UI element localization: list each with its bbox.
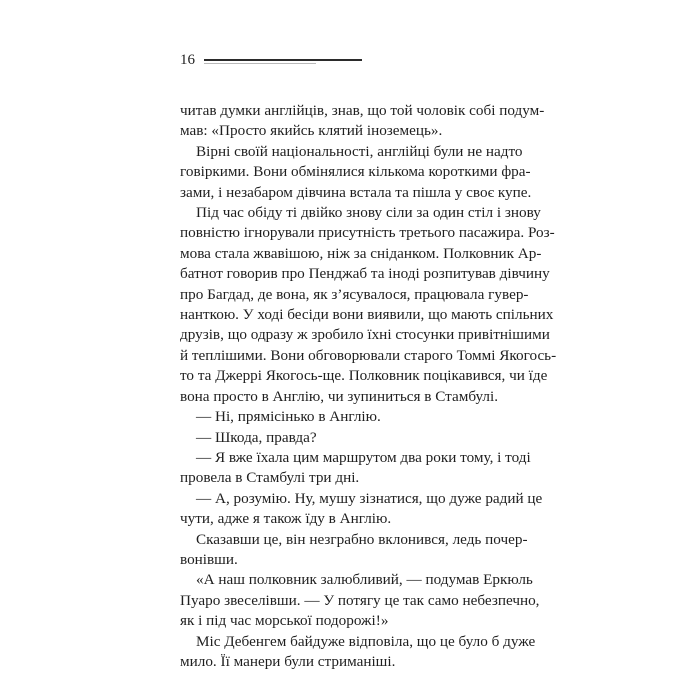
text-line: Вірні своїй національності, англійці були не надто — [196, 142, 523, 160]
text-line: батнот говорив про Пенджаб та іноді розпитував дівчину — [180, 265, 550, 283]
text-line: то та Джеррі Якогось-ще. Полковник поцікавився, чи їде — [180, 367, 548, 385]
text-line: — Ні, прямісінько в Англію. — [196, 408, 381, 426]
text-line: мило. Її манери були стриманіші. — [180, 652, 396, 670]
text-line: читав думки англійців, знав, що той чоловік собі подум- — [180, 102, 545, 119]
text-line: вонівши. — [180, 550, 238, 568]
text-line: мова стала жвавішою, ніж за сніданком. Полковник Ар- — [180, 244, 542, 262]
text-line: чути, адже я також їду в Англію. — [180, 510, 392, 528]
text-line: — Я вже їхала цим маршрутом два роки тому, і тоді — [196, 448, 531, 466]
text-line: нанткою. У ході бесіди вони виявили, що мають спільних — [180, 306, 554, 324]
body-text — [180, 101, 557, 672]
text-line: Міс Дебенгем байдуже відповіла, що це було б дуже — [196, 632, 536, 650]
text-line: провела в Стамбулі три дні. — [180, 469, 360, 487]
page-number: 16 — [180, 52, 195, 68]
text-line: про Багдад, де вона, як з’ясувалося, працювала гувер- — [180, 285, 529, 303]
text-line: Пуаро звеселівши. — У потягу це так само небезпечно, — [180, 591, 540, 609]
text-line: вона просто в Англію, чи зупиниться в Стамбулі. — [180, 387, 499, 405]
text-line: повністю ігнорували присутність третього пасажира. Роз- — [180, 224, 555, 242]
header-rule — [204, 59, 362, 61]
text-line: — А, розумію. Ну, мушу зізнатися, що дуже радий це — [196, 489, 543, 507]
text-line: Сказавши це, він незграбно вклонився, ледь почер- — [196, 530, 528, 548]
text-line: «А наш полковник залюбливий, — подумав Еркюль — [196, 571, 533, 589]
text-line: говіркими. Вони обмінялися кількома короткими фра- — [180, 163, 531, 181]
text-line: мав: «Просто якийсь клятий іноземець». — [180, 122, 443, 140]
text-line: Під час обіду ті двійко знову сіли за один стіл і знову — [196, 204, 541, 222]
text-line: й теплішими. Вони обговорювали старого Томмі Якогось- — [180, 346, 557, 364]
text-line: як і під час морської подорожі!» — [180, 612, 389, 630]
text-line: друзів, що одразу ж зробило їхні стосунки привітнішими — [180, 326, 550, 344]
text-line: — Шкода, правда? — [196, 428, 317, 446]
text-line: зами, і незабаром дівчина встала та пішла у своє купе. — [180, 183, 532, 201]
page-header — [180, 50, 370, 70]
header-rule-shadow — [204, 63, 316, 64]
